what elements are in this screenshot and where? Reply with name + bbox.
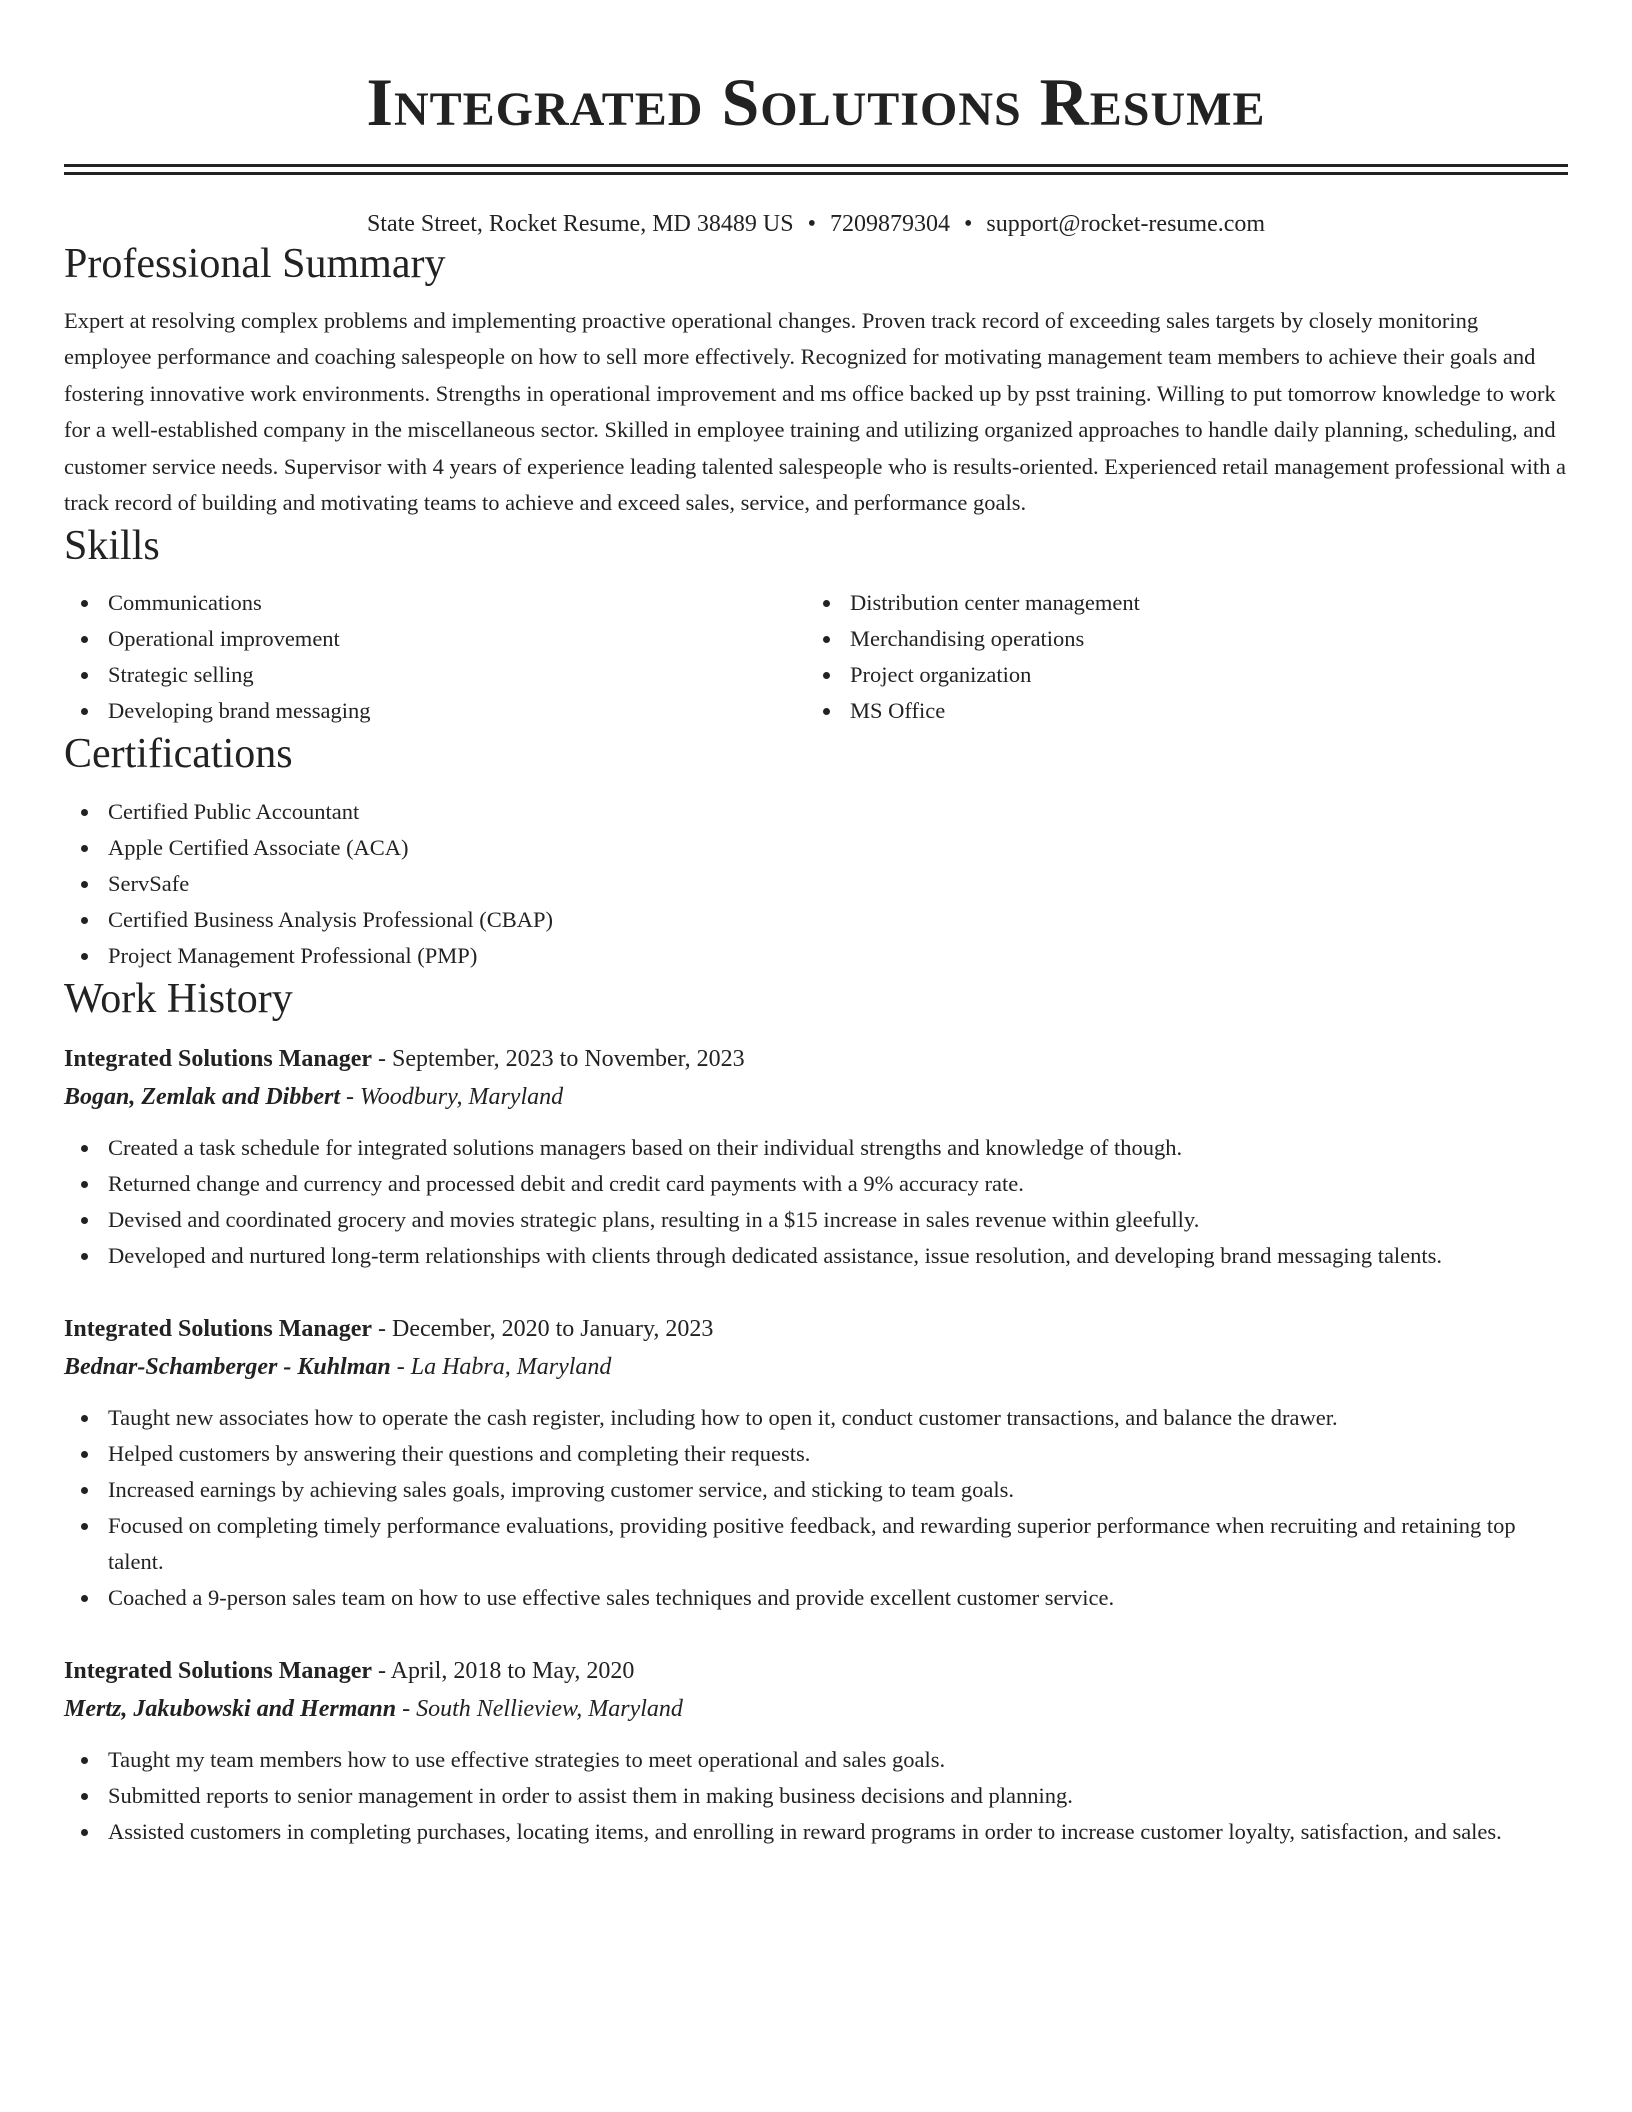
job-entry — [64, 1040, 1568, 1274]
skill-item: Operational improvement — [64, 621, 806, 657]
resume-page — [64, 0, 1568, 1850]
certifications-heading: Certifications — [64, 731, 293, 778]
job-dates: December, 2020 to January, 2023 — [392, 1316, 714, 1343]
skills-column-right — [806, 585, 1548, 729]
skills-grid — [64, 585, 1568, 729]
contact-address: State Street, Rocket Resume, MD 38489 US — [366, 211, 794, 237]
certification-item: Certified Business Analysis Professional (CBAP) — [64, 902, 1568, 938]
job-duty: Taught my team members how to use effective strategies to meet operational and sales goals. — [64, 1742, 1568, 1778]
job-dash: - — [372, 1658, 391, 1685]
job-company: Bednar-Schamberger - Kuhlman — [64, 1354, 391, 1381]
job-duties — [64, 1742, 1568, 1850]
skill-item: Developing brand messaging — [64, 693, 806, 729]
job-title: Integrated Solutions Manager — [64, 1316, 372, 1343]
job-duties — [64, 1130, 1568, 1274]
contact-line — [64, 209, 1568, 239]
job-header — [64, 1652, 1568, 1690]
job-employer — [64, 1348, 1568, 1386]
contact-email: support@rocket-resume.com — [986, 211, 1266, 237]
job-company: Bogan, Zemlak and Dibbert — [64, 1084, 341, 1111]
job-duty: Created a task schedule for integrated solutions managers based on their individual strengths and knowledge of though. — [64, 1130, 1568, 1166]
contact-separator: • — [807, 211, 816, 237]
job-entry — [64, 1652, 1568, 1850]
job-duty: Coached a 9-person sales team on how to use effective sales techniques and provide excellent customer service. — [64, 1580, 1568, 1616]
job-duty: Increased earnings by achieving sales goals, improving customer service, and sticking to team goals. — [64, 1472, 1568, 1508]
skills-heading: Skills — [64, 523, 160, 570]
job-duties — [64, 1400, 1568, 1616]
resume-title: Integrated Solutions Resume — [366, 64, 1266, 140]
job-employer — [64, 1690, 1568, 1728]
job-header — [64, 1040, 1568, 1078]
job-duty: Assisted customers in completing purchases, locating items, and enrolling in reward programs in order to increase customer loyalty, satisfaction, and sales. — [64, 1814, 1568, 1850]
job-title: Integrated Solutions Manager — [64, 1046, 372, 1073]
job-duty: Developed and nurtured long-term relationships with clients through dedicated assistance, issue resolution, and developing brand messaging talents. — [64, 1238, 1568, 1274]
job-dash: - — [390, 1354, 411, 1381]
certification-item: ServSafe — [64, 866, 1568, 902]
job-location: Woodbury, Maryland — [360, 1084, 564, 1111]
job-duty: Devised and coordinated grocery and movies strategic plans, resulting in a $15 increase in sales revenue within gleefully. — [64, 1202, 1568, 1238]
job-duty: Helped customers by answering their questions and completing their requests. — [64, 1436, 1568, 1472]
contact-phone: 7209879304 — [829, 211, 950, 237]
job-duty: Taught new associates how to operate the cash register, including how to open it, conduct customer transactions, and balance the drawer. — [64, 1400, 1568, 1436]
job-duty: Returned change and currency and processed debit and credit card payments with a 9% accuracy rate. — [64, 1166, 1568, 1202]
skill-item: Communications — [64, 585, 806, 621]
job-company: Mertz, Jakubowski and Hermann — [64, 1696, 397, 1723]
certification-item: Project Management Professional (PMP) — [64, 938, 1568, 974]
certification-item: Apple Certified Associate (ACA) — [64, 830, 1568, 866]
job-location: La Habra, Maryland — [410, 1354, 612, 1381]
certifications-list — [64, 794, 1568, 974]
job-dates: April, 2018 to May, 2020 — [390, 1658, 635, 1685]
certification-item: Certified Public Accountant — [64, 794, 1568, 830]
job-title: Integrated Solutions Manager — [64, 1658, 372, 1685]
contact-separator: • — [963, 211, 973, 237]
skill-item: Strategic selling — [64, 657, 806, 693]
job-dates: September, 2023 to November, 2023 — [392, 1046, 745, 1073]
skill-item: Distribution center management — [806, 585, 1548, 621]
summary-heading: Professional Summary — [64, 241, 446, 287]
job-header — [64, 1310, 1568, 1348]
title-double-rule — [64, 164, 1568, 175]
summary-text: Expert at resolving complex problems and implementing proactive operational changes. Proven track record of exceeding sales targets by closely monitoring employee performance and coaching salespeople on how to sell more effectively. Recognized for motivating management team members to achieve their goals and fostering innovative work environments. Strengths in operational improvement and ms office backed up by psst training. Willing to put tomorrow knowledge to work for a well-established company in the miscellaneous sector. Skilled in employee training and utilizing organized approaches to handle daily planning, scheduling, and customer service needs. Supervisor with 4 years of experience leading talented salespeople who is results-oriented. Experienced retail management professional with a track record of building and motivating teams to achieve and exceed sales, service, and performance goals. — [64, 308, 1566, 516]
job-dash: - — [340, 1084, 361, 1111]
skills-column-left — [64, 585, 806, 729]
skill-item: Project organization — [806, 657, 1548, 693]
work-history-heading: Work History — [64, 976, 293, 1023]
job-dash: - — [372, 1316, 392, 1343]
job-dash: - — [396, 1696, 417, 1723]
job-duty: Focused on completing timely performance evaluations, providing positive feedback, and rewarding superior performance when recruiting and retaining top talent. — [64, 1508, 1568, 1580]
skill-item: Merchandising operations — [806, 621, 1548, 657]
skill-item: MS Office — [806, 693, 1548, 729]
job-employer — [64, 1078, 1568, 1116]
job-duty: Submitted reports to senior management in order to assist them in making business decisions and planning. — [64, 1778, 1568, 1814]
job-entry — [64, 1310, 1568, 1616]
job-dash: - — [372, 1046, 392, 1073]
job-location: South Nellieview, Maryland — [416, 1696, 683, 1723]
